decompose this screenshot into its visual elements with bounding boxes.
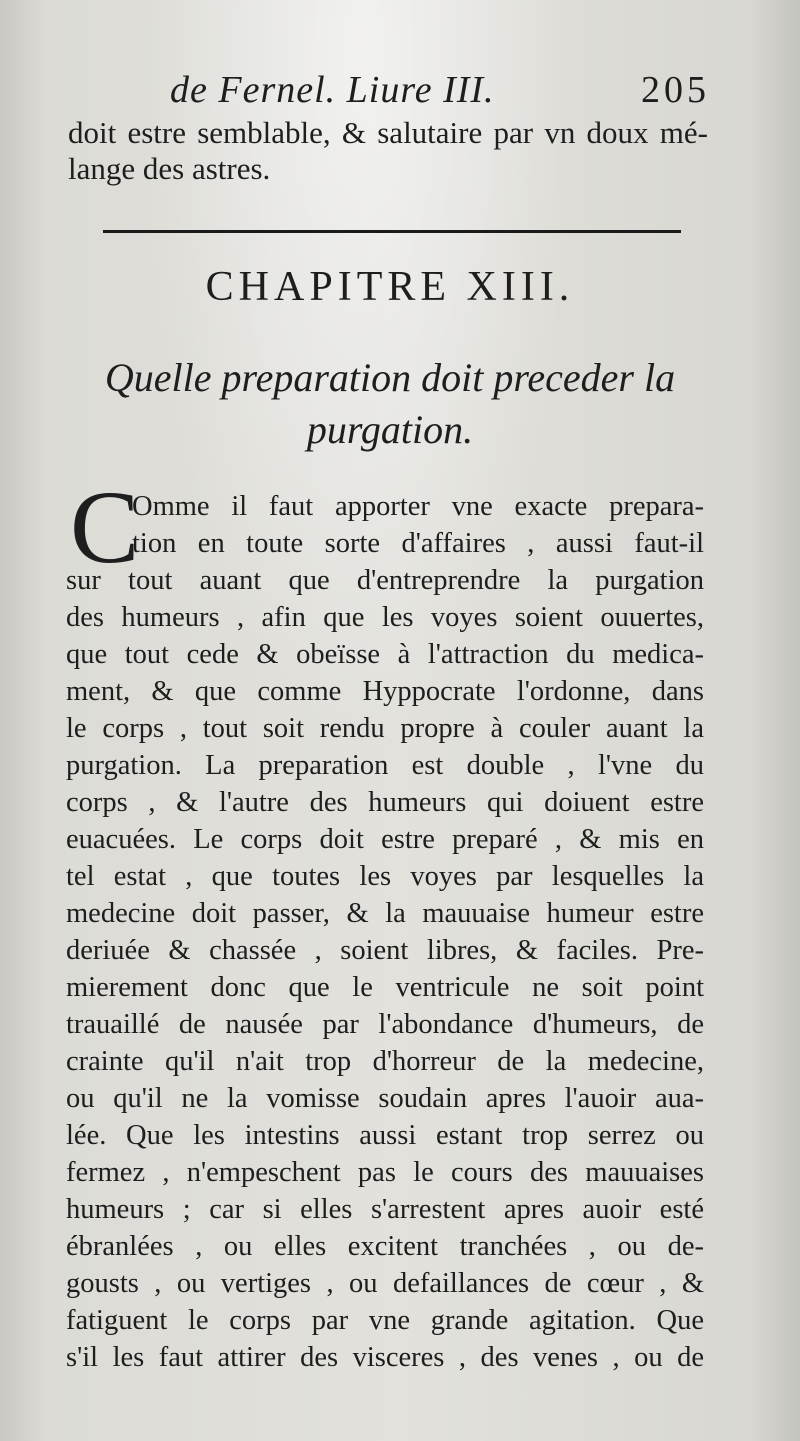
text-line: euacuées. Le corps doit estre preparé , & mis en [66,824,704,855]
text-line: tion en toute sorte d'affaires , aussi faut-il [132,528,704,559]
text-line: ébranlées , ou elles excitent tranchées , ou de- [66,1231,704,1262]
text-line: mierement donc que le ventricule ne soit point [66,972,704,1003]
text-line: ment, & que comme Hyppocrate l'ordonne, dans [66,676,704,707]
text-line: crainte qu'il n'ait trop d'horreur de la medecine, [66,1046,704,1077]
text-line: sur tout auant que d'entreprendre la purgation [66,565,704,596]
chapter-title-line: purgation. [306,407,474,452]
text-line: lée. Que les intestins aussi estant trop serrez ou [66,1120,704,1151]
text-line: trauaillé de nausée par l'abondance d'humeurs, de [66,1009,704,1040]
text-line: lange des astres. [68,151,271,186]
text-line: humeurs ; car si elles s'arrestent apres auoir esté [66,1194,704,1225]
text-line: doit estre semblable, & salutaire par vn doux mé- [68,115,708,150]
chapter-title [70,352,710,456]
running-title: de Fernel. Liure III. [170,69,495,111]
previous-paragraph-end [68,115,708,187]
text-line: que tout cede & obeïsse à l'attraction du medica- [66,639,704,670]
body-paragraph [66,488,704,1376]
text-line: deriuée & chassée , soient libres, & faciles. Pre- [66,935,704,966]
text-line: des humeurs , afin que les voyes soient ouuertes, [66,602,704,633]
section-divider [103,230,681,233]
text-line: s'il les faut attirer des visceres , des venes , ou de [66,1342,704,1373]
text-line: fatiguent le corps par vne grande agitation. Que [66,1305,704,1336]
page-header [160,68,720,118]
drop-cap: C [70,470,140,585]
chapter-title-line: Quelle preparation doit preceder la [104,355,676,400]
text-line: le corps , tout soit rendu propre à couler auant la [66,713,704,744]
text-line: tel estat , que toutes les voyes par lesquelles la [66,861,704,892]
text-line: ou qu'il ne la vomisse soudain apres l'auoir aua- [66,1083,704,1114]
text-line: purgation. La preparation est double , l'vne du [66,750,704,781]
text-line: corps , & l'autre des humeurs qui doiuent estre [66,787,704,818]
chapter-heading: CHAPITRE XIII. [205,264,575,310]
text-line: gousts , ou vertiges , ou defaillances de cœur , & [66,1268,704,1299]
text-line: medecine doit passer, & la mauuaise humeur estre [66,898,704,929]
text-line: Omme il faut apporter vne exacte prepara- [132,491,704,522]
page-number: 205 [641,69,710,111]
text-line: fermez , n'empeschent pas le cours des mauuaises [66,1157,704,1188]
